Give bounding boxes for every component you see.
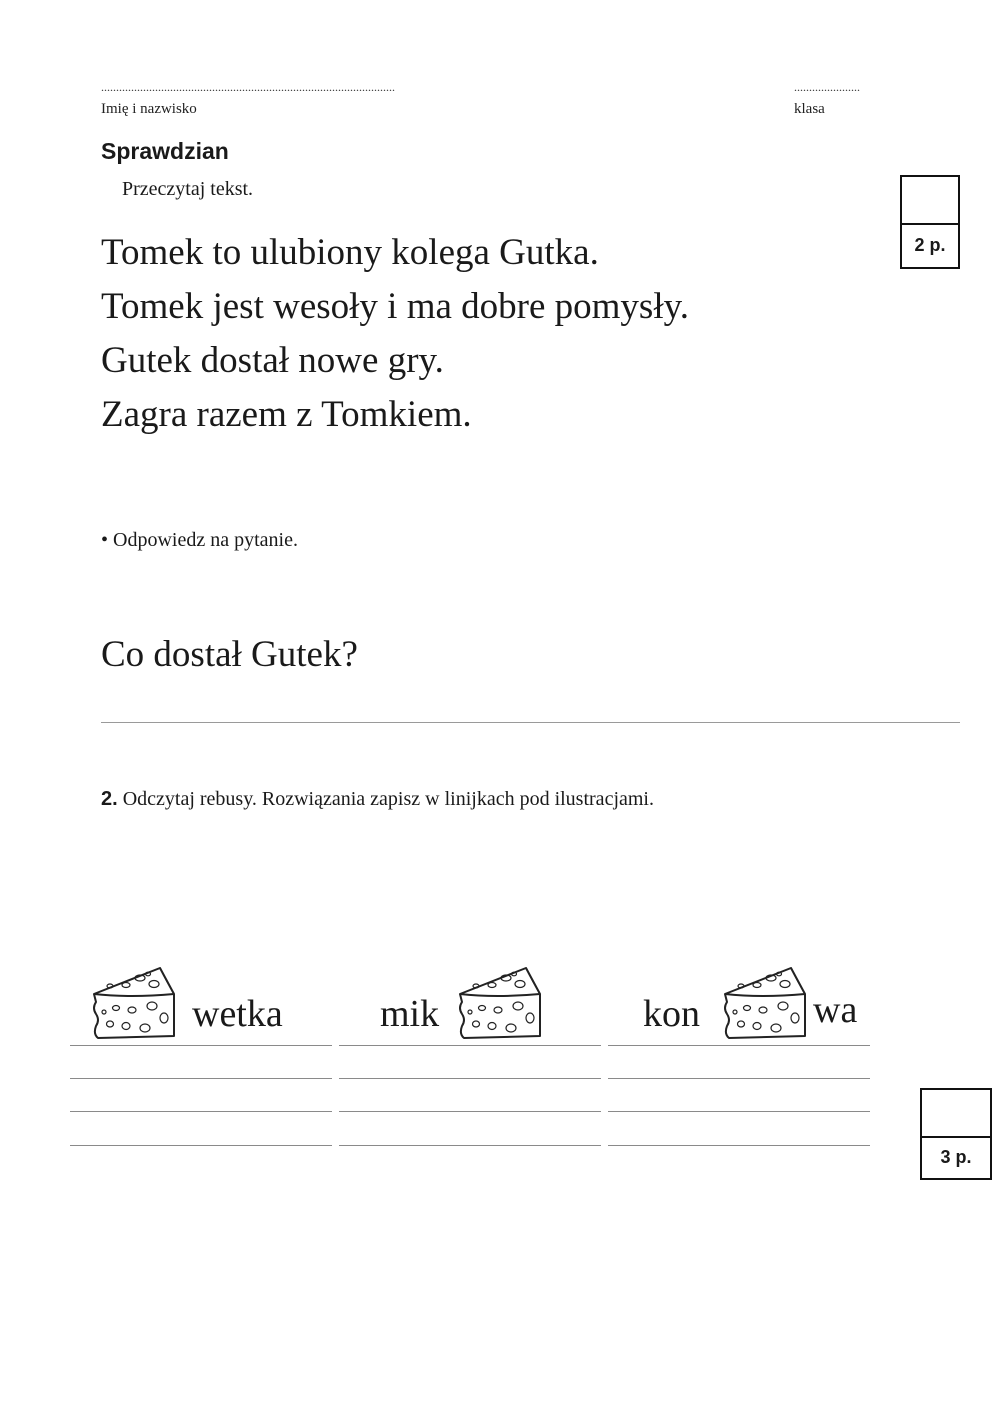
writing-line[interactable]	[70, 1111, 332, 1112]
task1-instruction: Przeczytaj tekst.	[122, 178, 254, 200]
cheese-icon	[90, 964, 178, 1042]
writing-line[interactable]	[339, 1078, 601, 1079]
task1-score-box	[900, 175, 960, 269]
reading-text	[101, 226, 689, 442]
cheese-icon	[456, 964, 544, 1042]
name-dotted-line[interactable]: ..................................................................................................	[101, 80, 395, 94]
rebus-3-syllable-before: kon	[643, 993, 700, 1035]
class-label: klasa	[794, 101, 825, 117]
writing-line[interactable]	[339, 1045, 601, 1046]
task1-sub-instruction: • Odpowiedz na pytanie.	[101, 529, 298, 551]
task1-points: 2 p.	[914, 234, 946, 255]
name-label: Imię i nazwisko	[101, 101, 197, 117]
story-line: Tomek jest wesoły i ma dobre pomysły.	[101, 286, 689, 327]
writing-line[interactable]	[608, 1111, 870, 1112]
story-line: Tomek to ulubiony kolega Gutka.	[101, 232, 599, 273]
rebus-2-syllable-before: mik	[380, 993, 440, 1035]
rebus-1-syllable-after: wetka	[192, 993, 283, 1035]
writing-line[interactable]	[608, 1078, 870, 1079]
question-text: Co dostał Gutek?	[101, 634, 358, 675]
task2-points: 3 p.	[940, 1146, 972, 1167]
task2-number: 2.	[101, 788, 118, 810]
story-line: Zagra razem z Tomkiem.	[101, 394, 472, 435]
cheese-icon	[721, 964, 809, 1042]
writing-line[interactable]	[70, 1078, 332, 1079]
writing-line[interactable]	[70, 1045, 332, 1046]
class-dotted-line[interactable]: ......................	[794, 80, 860, 94]
task2-score-box	[920, 1088, 992, 1180]
writing-line[interactable]	[70, 1145, 332, 1146]
writing-line[interactable]	[339, 1111, 601, 1112]
writing-line[interactable]	[339, 1145, 601, 1146]
answer-line[interactable]	[101, 722, 960, 723]
task2-instruction-row	[101, 788, 654, 811]
rebus-3-syllable-after: wa	[813, 989, 858, 1031]
writing-line[interactable]	[608, 1045, 870, 1046]
writing-line[interactable]	[608, 1145, 870, 1146]
page-title: Sprawdzian	[101, 138, 229, 164]
task2-instruction: Odczytaj rebusy. Rozwiązania zapisz w linijkach pod ilustracjami.	[122, 788, 654, 810]
story-line: Gutek dostał nowe gry.	[101, 340, 444, 381]
